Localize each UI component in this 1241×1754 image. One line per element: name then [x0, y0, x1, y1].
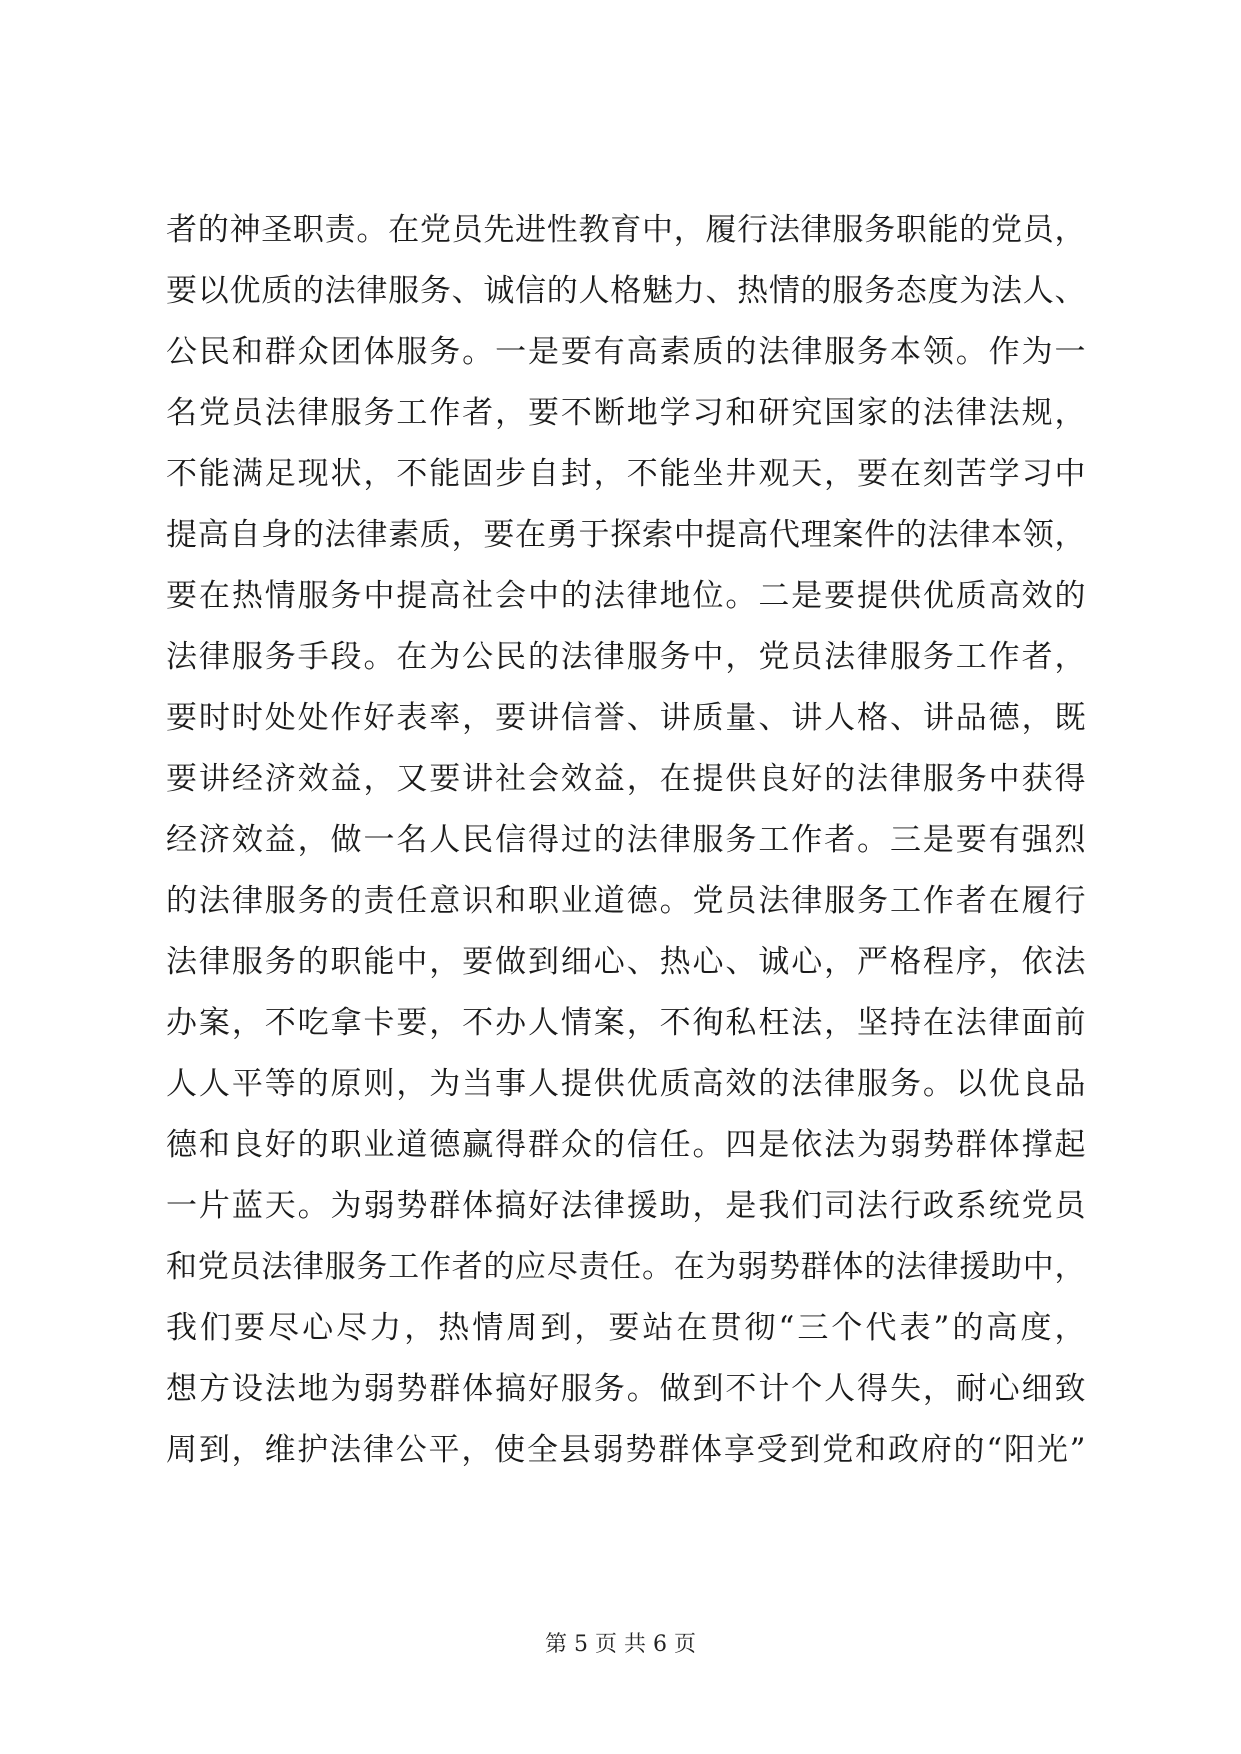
- text-line: 德和良好的职业道德赢得群众的信任。四是依法为弱势群体撑起: [166, 1127, 1086, 1163]
- text-line: 的法律服务的责任意识和职业道德。党员法律服务工作者在履行: [166, 883, 1086, 919]
- text-line: 公民和群众团体服务。一是要有高素质的法律服务本领。作为一: [166, 334, 1086, 370]
- text-line: 和党员法律服务工作者的应尽责任。在为弱势群体的法律援助中，: [166, 1249, 1086, 1285]
- text-line: 想方设法地为弱势群体搞好服务。做到不计个人得失，耐心细致: [166, 1371, 1086, 1407]
- text-line: 要以优质的法律服务、诚信的人格魅力、热情的服务态度为法人、: [166, 273, 1086, 309]
- text-line: 提高自身的法律素质，要在勇于探索中提高代理案件的法律本领，: [166, 517, 1086, 553]
- text-line: 一片蓝天。为弱势群体搞好法律援助，是我们司法行政系统党员: [166, 1188, 1086, 1224]
- body-text: [166, 200, 1086, 1481]
- text-line: 周到，维护法律公平，使全县弱势群体享受到党和政府的“阳光”: [166, 1432, 1086, 1468]
- text-line: 法律服务的职能中，要做到细心、热心、诚心，严格程序，依法: [166, 944, 1086, 980]
- text-line: 经济效益，做一名人民信得过的法律服务工作者。三是要有强烈: [166, 822, 1086, 858]
- text-line: 要在热情服务中提高社会中的法律地位。二是要提供优质高效的: [166, 578, 1086, 614]
- text-line: 办案，不吃拿卡要，不办人情案，不徇私枉法，坚持在法律面前: [166, 1005, 1086, 1041]
- text-line: 要时时处处作好表率，要讲信誉、讲质量、讲人格、讲品德，既: [166, 700, 1086, 736]
- text-line: 法律服务手段。在为公民的法律服务中，党员法律服务工作者，: [166, 639, 1086, 675]
- page-number-label: 第 5 页 共 6 页: [545, 1632, 696, 1657]
- text-line: 不能满足现状，不能固步自封，不能坐井观天，要在刻苦学习中: [166, 456, 1086, 492]
- text-line: 名党员法律服务工作者，要不断地学习和研究国家的法律法规，: [166, 395, 1086, 431]
- page-footer: [0, 1630, 1241, 1660]
- text-line: 者的神圣职责。在党员先进性教育中，履行法律服务职能的党员，: [166, 212, 1086, 248]
- text-line: 要讲经济效益，又要讲社会效益，在提供良好的法律服务中获得: [166, 761, 1086, 797]
- text-line: 人人平等的原则，为当事人提供优质高效的法律服务。以优良品: [166, 1066, 1086, 1102]
- text-line: 我们要尽心尽力，热情周到，要站在贯彻“三个代表”的高度，: [166, 1310, 1086, 1346]
